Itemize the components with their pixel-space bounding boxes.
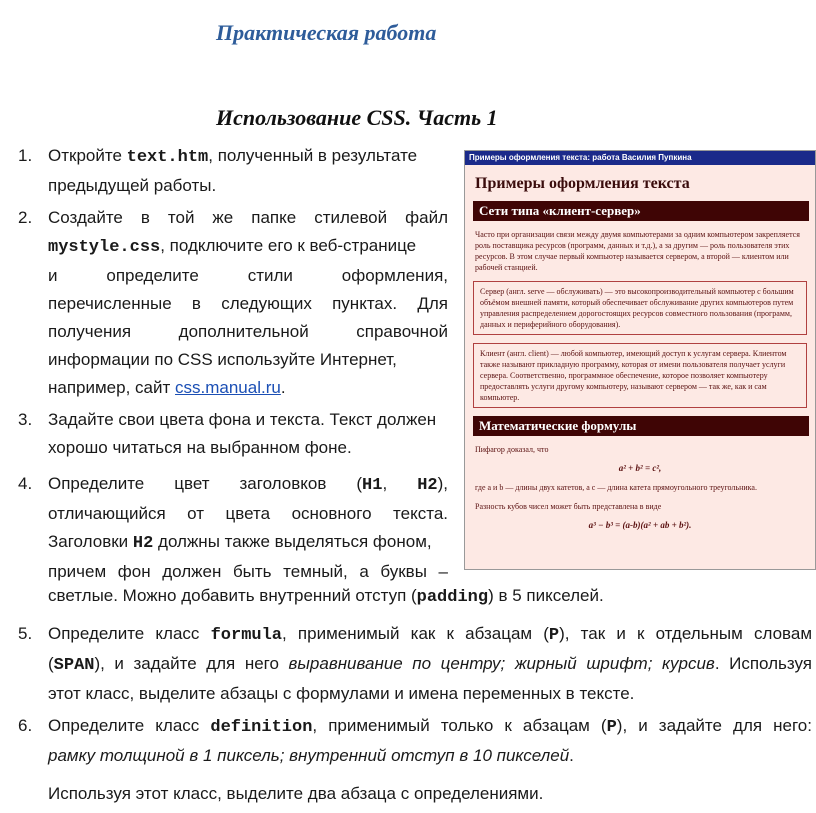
- list-item: Откройте text.htm, полученный в результате предыдущей работы.: [48, 146, 418, 195]
- item-number: 5.: [18, 624, 33, 643]
- list-item: Определите класс definition, применимый только к абзацам (P), и задайте для него: рамку толщиной в 1 пиксель; внутренний отступ в 10 пикселей. Используя этот класс, выделите два абзаца с определениями.: [48, 716, 812, 803]
- formula-cubes: a³ − b³ = (a-b)(a² + ab + b²).: [588, 520, 692, 530]
- item-number: 4.: [18, 474, 33, 493]
- list-item: Определите цвет заголовков (H1, H2), отличающийся от цвета основного текста. Заголовки H2 должны также выделяться фоном, причем фон должен быть темный, а буквы –: [48, 474, 448, 581]
- item-number: 2.: [18, 208, 33, 227]
- example-page-screenshot: [464, 150, 816, 570]
- definition-box-server: Сервер (англ. serve — обслуживать) — это высокопроизводительный компьютер с большим объёмом внешней памяти, который обеспечивает обслуживание других компьютеров путем управления распределением дорогостоящих ресурсов совместного пользования (программ, данных и периферийного оборудования).: [473, 281, 807, 335]
- formula-pythagoras: a² + b² = c²,: [618, 463, 662, 473]
- example-paragraph: Разность кубов чисел может быть представлена в виде: [475, 502, 662, 511]
- list-item-continued: светлые. Можно добавить внутренний отступ (padding) в 5 пикселей.: [48, 586, 604, 607]
- page-title: Практическая работа: [216, 20, 437, 45]
- list-item: Определите класс formula, применимый как к абзацам (P), так и к отдельным словам (SPAN), и задайте для него выравнивание по центру; жирный шрифт; курсив. Используя этот класс, выделите абзацы с формулами и имена переменных в тексте.: [48, 624, 813, 703]
- example-paragraph: Часто при организации связи между двумя компьютерами за одним компьютером закрепляется роль поставщика ресурсов (программ, данных и т.д.), а за другим — роль пользователя этих ресурсов. В этом случае первый компьютер называется сервером, а второй — клиентом или рабочей станцией.: [475, 230, 800, 272]
- item-number: 1.: [18, 146, 33, 165]
- list-item: Задайте свои цвета фона и текста. Текст должен хорошо читаться на выбранном фоне.: [48, 410, 437, 457]
- example-h2: Сети типа «клиент-сервер»: [473, 201, 809, 221]
- example-paragraph: где a и b — длины двух катетов, а c — длина катета прямоугольного треугольника.: [475, 483, 757, 492]
- css-manual-link[interactable]: css.manual.ru: [175, 378, 281, 397]
- item-number: 6.: [18, 716, 33, 735]
- example-h1: Примеры оформления текста: [475, 175, 690, 192]
- item-number: 3.: [18, 410, 33, 429]
- example-paragraph: Пифагор доказал, что: [475, 445, 549, 454]
- definition-box-client: Клиент (англ. client) — любой компьютер, имеющий доступ к услугам сервера. Клиентом также называют прикладную программу, которая от имени пользователя получает услуги сервера. Соответственно, программное обеспечение, которое позволяет компьютеру предоставлять услуги другому компьютеру, называют сервером — так же, как и сам компьютер.: [473, 343, 807, 408]
- page-subtitle: Использование CSS. Часть 1: [216, 105, 498, 130]
- example-h2-math: Математические формулы: [473, 416, 809, 436]
- list-item: Создайте в той же папке стилевой файл mystyle.css, подключите его к веб-странице и определите стили оформления, перечисленные в следующих пунктах. Для получения дополнительной справочной информации по CSS используйте Интернет, например, сайт css.manual.ru.: [48, 208, 448, 397]
- window-titlebar: Примеры оформления текста: работа Василия Пупкина: [465, 151, 815, 165]
